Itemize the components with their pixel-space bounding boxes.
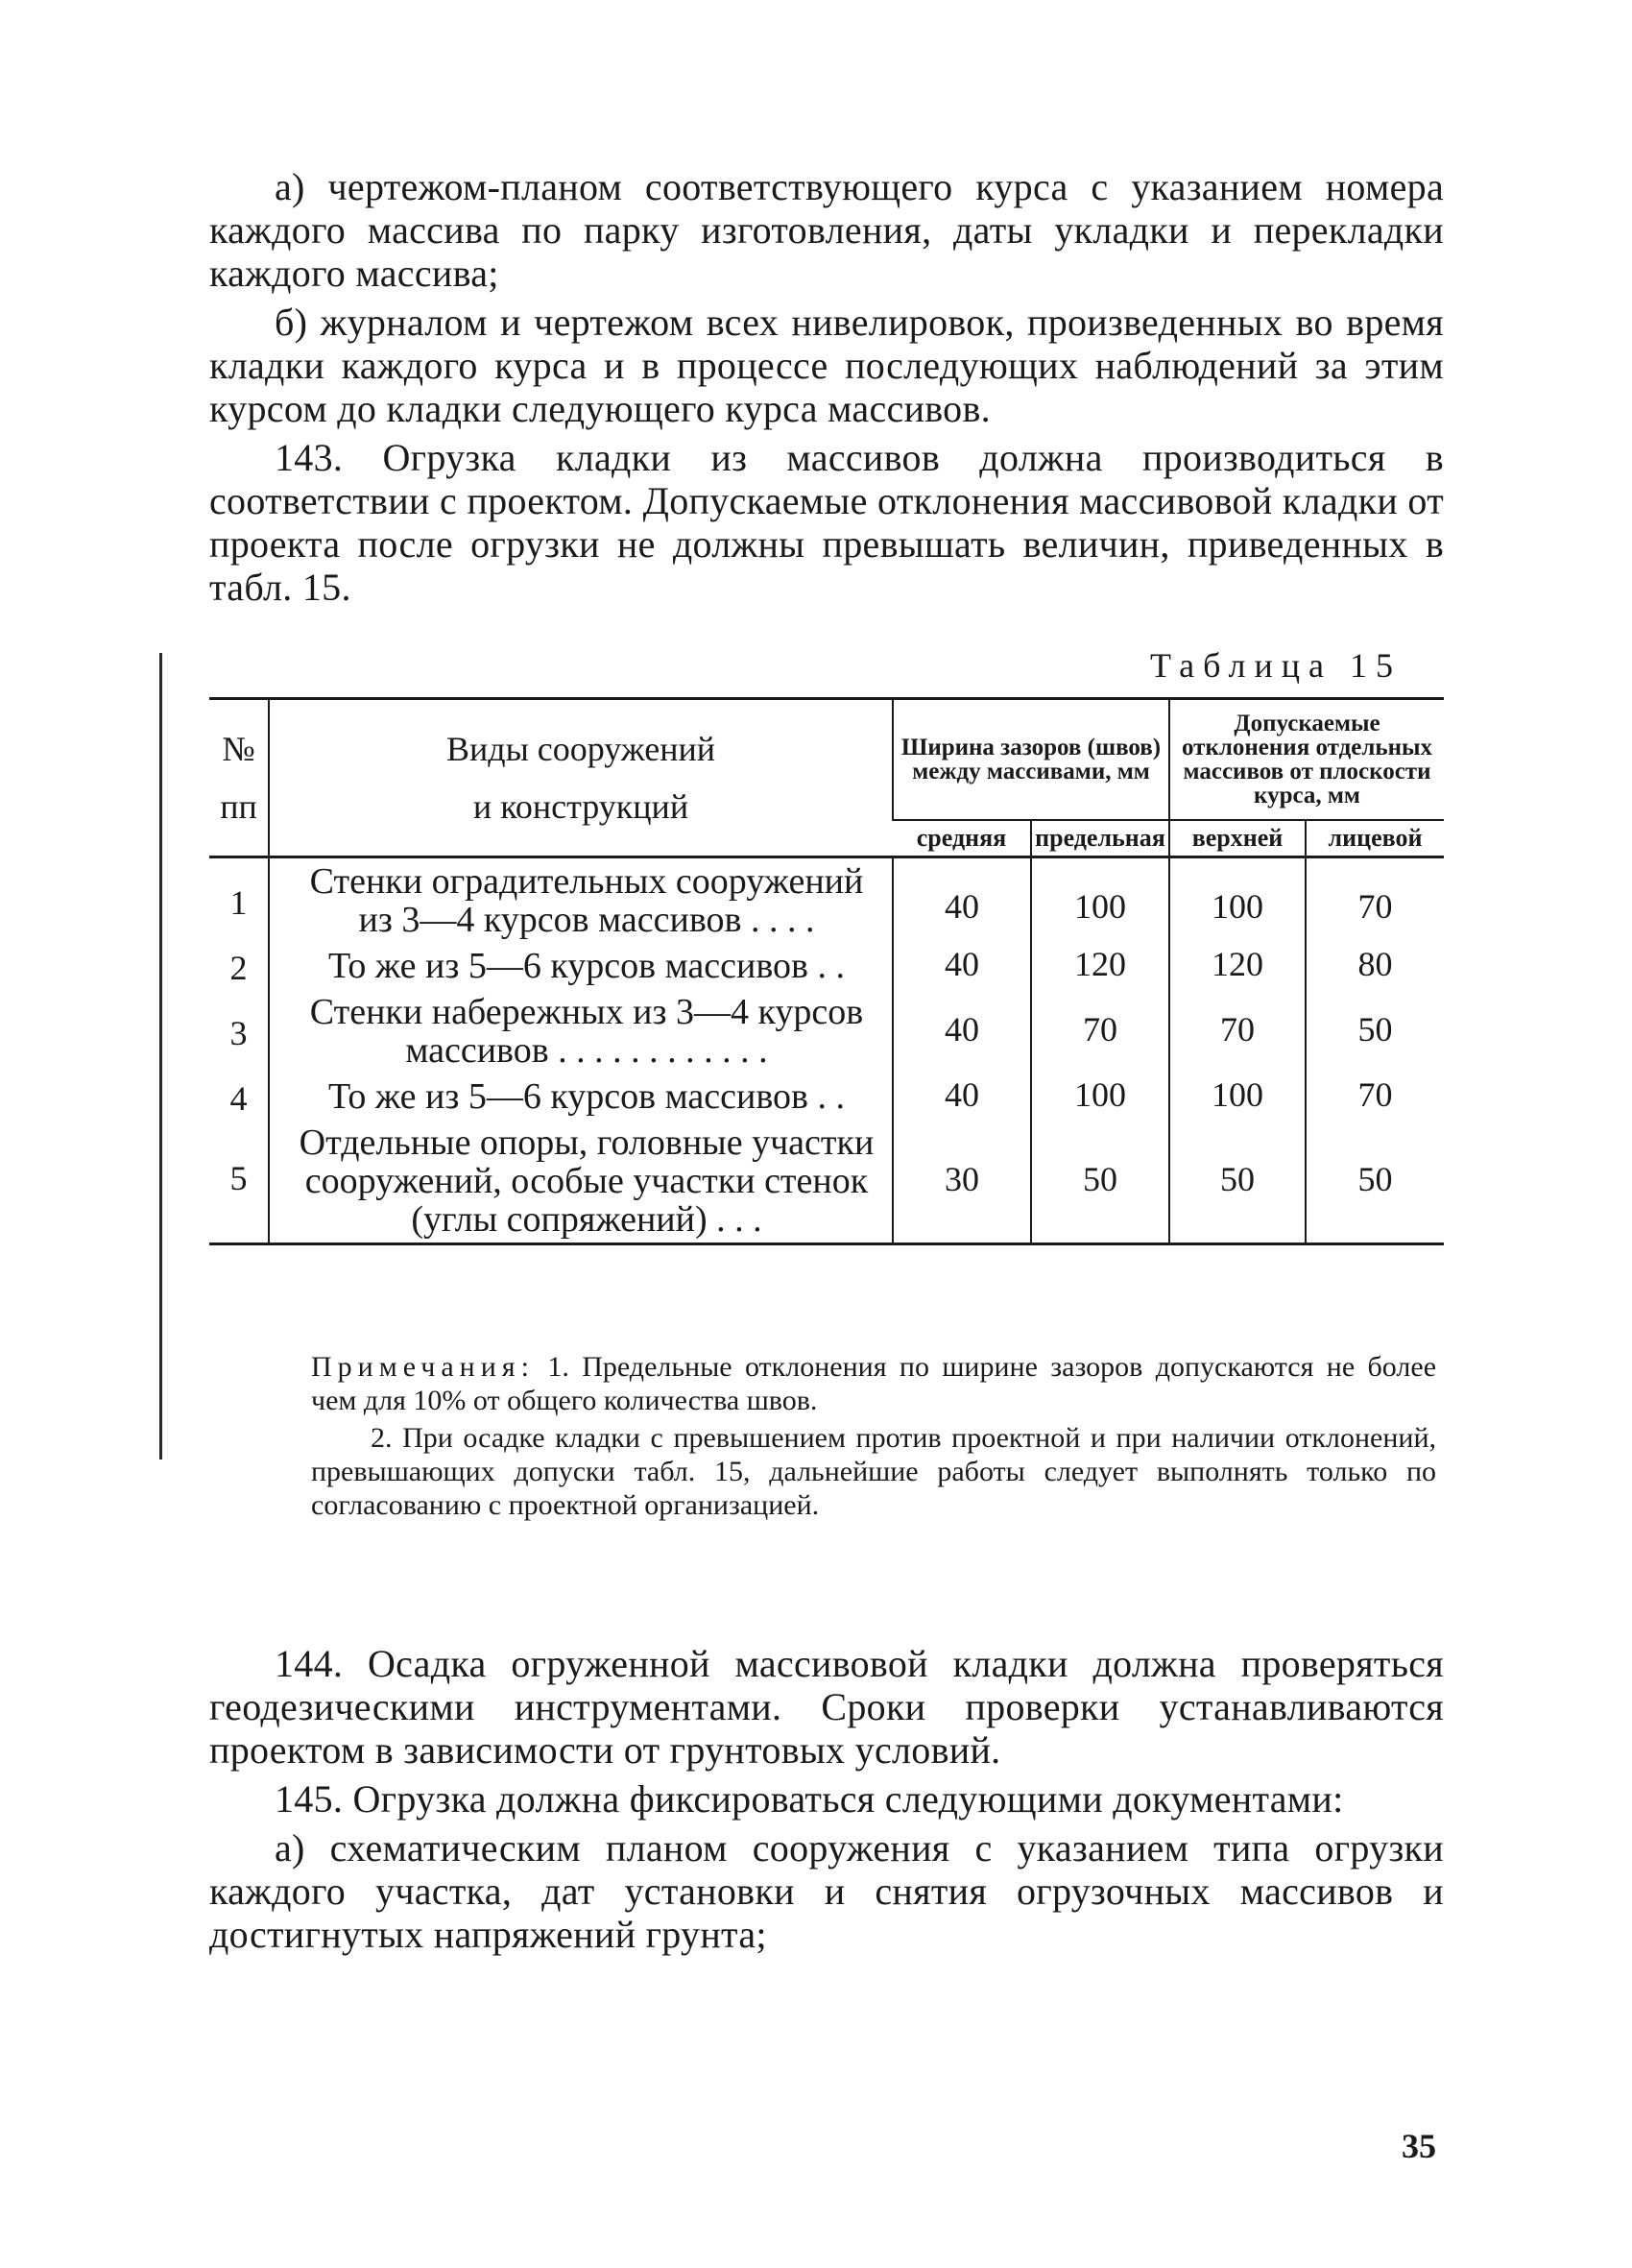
header-sub-mean: средняя xyxy=(893,820,1031,857)
table-notes xyxy=(311,1350,1436,1526)
table-row: 4 То же из 5—6 курсов массивов . . 40 100 100 70 xyxy=(209,1074,1444,1120)
header-sub-top: верхней xyxy=(1169,820,1306,857)
bottom-text xyxy=(209,1642,1444,1962)
note-1: 1. Предельные отклонения по ширине зазоров допускаются не более чем для 10% от общего количества швов. xyxy=(311,1351,1437,1416)
table-row: 2 То же из 5—6 курсов массивов . . 40 120 120 80 xyxy=(209,943,1444,989)
paragraph-143: 143. Огрузка кладки из массивов должна производиться в соответствии с проектом. Допускаемые отклонения массивовой кладки от проекта после огрузки не должны превышать величин, приведенных в табл. 15. xyxy=(209,436,1444,609)
notes-label: Примечания: xyxy=(311,1351,535,1383)
margin-mark xyxy=(159,653,162,1460)
paragraph-145: 145. Огрузка должна фиксироваться следующими документами: xyxy=(275,1777,1344,1821)
header-sub-limit: предельная xyxy=(1031,820,1169,857)
paragraph-a: а) чертежом-планом соответствующего курса с указанием номера каждого массива по парку изготовления, даты укладки и перекладки каждого массива; xyxy=(209,165,1444,295)
page-number: 35 xyxy=(1402,2127,1436,2165)
table-row: 5 Отдельные опоры, головные участки сооружений, особые участки стенок (углы сопряжений) . . . 30 50 50 50 xyxy=(209,1120,1444,1244)
header-deviation: Допускаемые отклонения отдельных массивов от плоскости курса, мм xyxy=(1169,699,1444,821)
table-row: 3 Стенки набережных из 3—4 курсов массивов . . . . . . . . . . . . 40 70 70 50 xyxy=(209,989,1444,1074)
top-text xyxy=(209,165,1444,615)
paragraph-144: 144. Осадка огруженной массивовой кладки должна проверяться геодезическими инструментами. Сроки проверки устанавливаются проектом в зависимости от грунтовых условий. xyxy=(209,1642,1444,1772)
header-num: № пп xyxy=(209,699,269,857)
table-15 xyxy=(209,697,1444,1245)
table-row: 1 Стенки оградительных сооружений из 3—4 курсов массивов . . . . 40 100 100 70 xyxy=(209,857,1444,944)
header-name: Виды сооружений и конструкций xyxy=(269,699,893,857)
note-2: 2. При осадке кладки с превышением против проектной и при наличии отклонений, превышающих допуски табл. 15, дальнейшие работы следует выполнять только по согласованию с проектной организацией. xyxy=(311,1422,1436,1521)
header-sub-face: лицевой xyxy=(1306,820,1444,857)
paragraph-b: б) журналом и чертежом всех нивелировок, произведенных во время кладки каждого курса и в процессе последующих наблюдений за этим курсом до кладки следующего курса массивов. xyxy=(209,301,1444,430)
table-caption: Таблица 15 xyxy=(1150,646,1402,685)
paragraph-145a: а) схематическим планом сооружения с указанием типа огрузки каждого участка, дат установки и снятия огрузочных массивов и достигнутых напряжений грунта; xyxy=(209,1826,1444,1956)
header-gap-width: Ширина зазоров (швов) между массивами, мм xyxy=(893,699,1169,821)
